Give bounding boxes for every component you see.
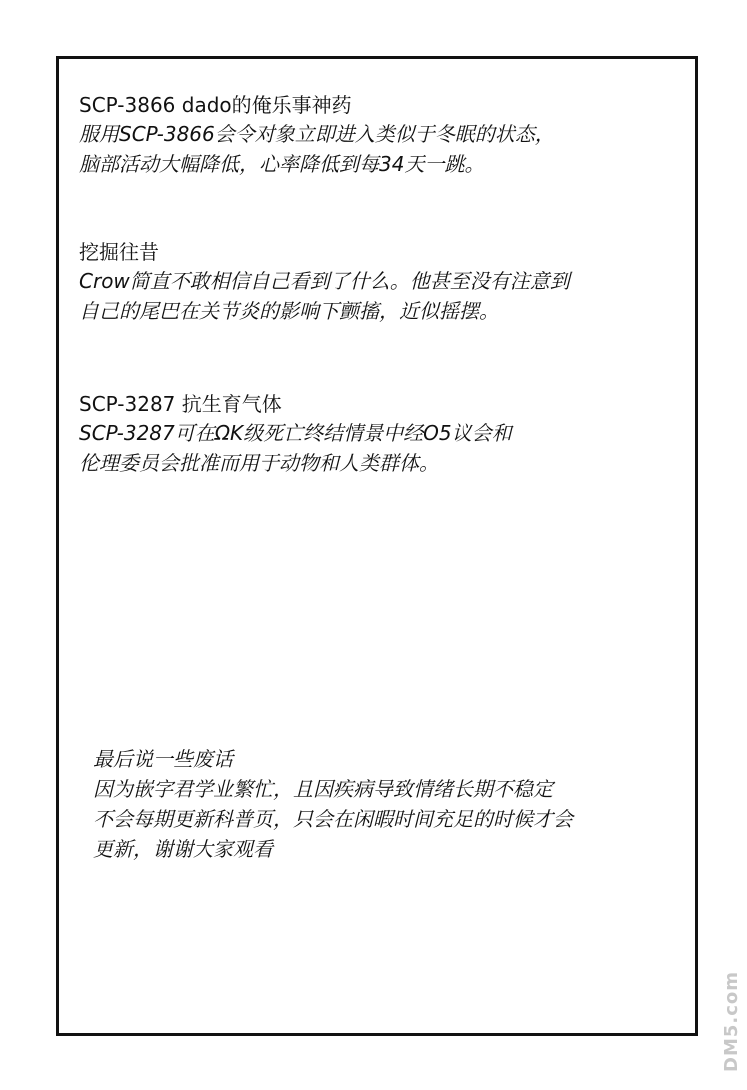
afterword-line: 不会每期更新科普页，只会在闲暇时间充足的时候才会 — [93, 807, 573, 831]
afterword-line: 更新，谢谢大家观看 — [93, 837, 273, 861]
afterword-line: 最后说一些废话 — [93, 747, 233, 771]
entry-title: SCP-3866 dado的俺乐事神药 — [79, 93, 352, 117]
entry-scp-3866 — [79, 91, 689, 179]
entry-title: 挖掘往昔 — [79, 240, 159, 264]
afterword-note — [93, 744, 693, 864]
entry-description-line: 脑部活动大幅降低，心率降低到每34天一跳。 — [79, 152, 485, 176]
afterword-line: 因为嵌字君学业繁忙，且因疾病导致情绪长期不稳定 — [93, 777, 553, 801]
entry-digging-the-past — [79, 238, 689, 326]
content-panel — [56, 56, 698, 1036]
site-watermark-logo: DM5.com — [721, 970, 742, 1072]
entry-description-line: 自己的尾巴在关节炎的影响下颤搐，近似摇摆。 — [79, 299, 499, 323]
entry-description-line: SCP-3287可在ΩK级死亡终结情景中经O5议会和 — [79, 421, 512, 445]
entry-title: SCP-3287 抗生育气体 — [79, 392, 282, 416]
entry-description-line: 服用SCP-3866会令对象立即进入类似于冬眠的状态， — [79, 122, 555, 146]
entry-scp-3287 — [79, 390, 689, 478]
entry-description-line: Crow简直不敢相信自己看到了什么。他甚至没有注意到 — [79, 269, 570, 293]
entry-description-line: 伦理委员会批准而用于动物和人类群体。 — [79, 451, 439, 475]
